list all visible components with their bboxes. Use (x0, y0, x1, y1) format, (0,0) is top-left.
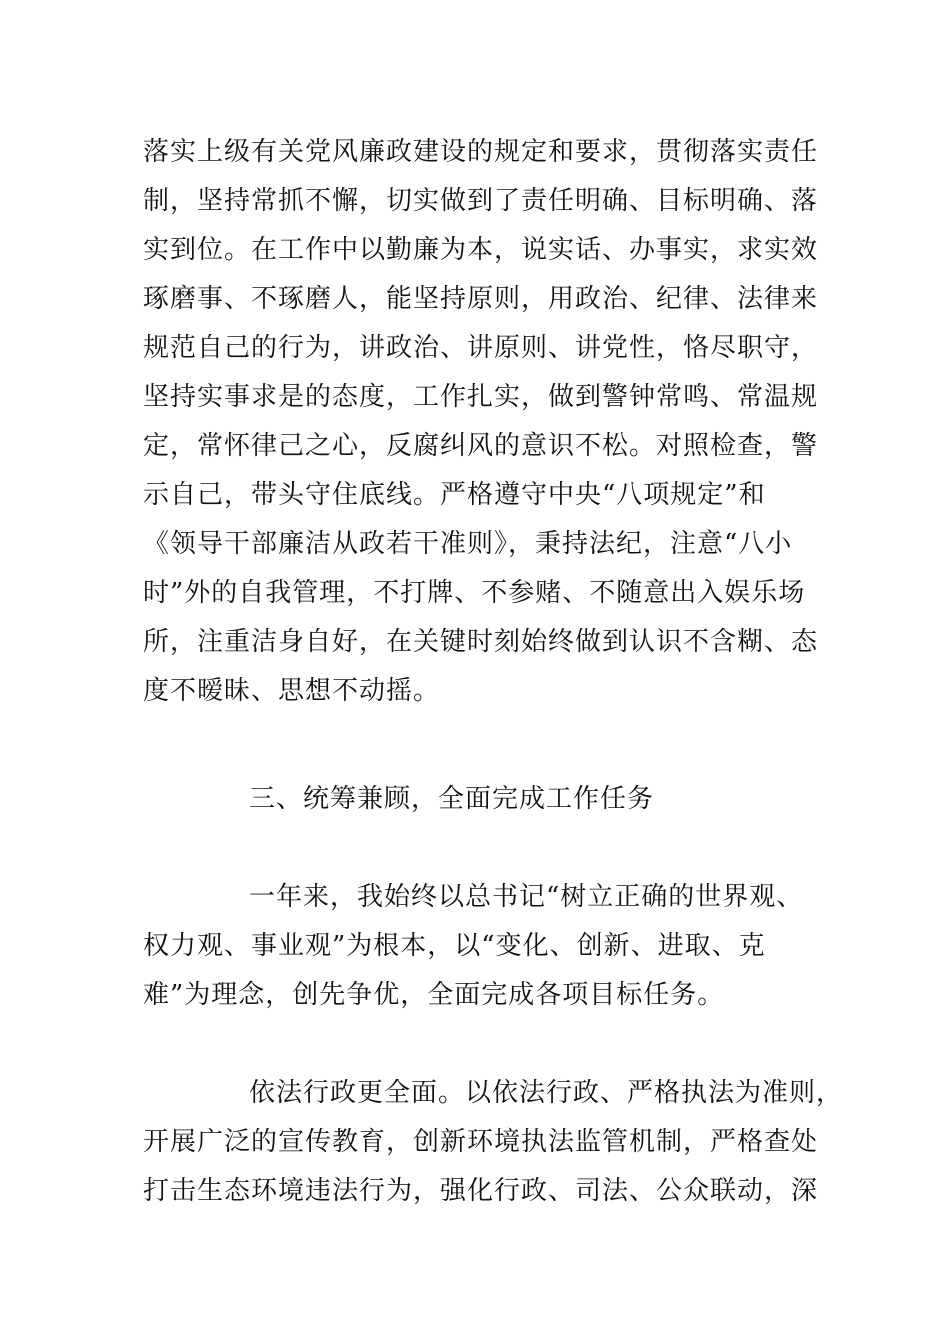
text-line: 制，坚持常抓不懈，切实做到了责任明确、目标明确、落 (143, 186, 819, 216)
paragraph-overview (143, 873, 823, 1020)
text-line: 示自己，带头守住底线。严格遵守中央“八项规定”和 (143, 480, 766, 510)
text-line: 难”为理念，创先争优，全面完成各项目标任务。 (143, 980, 725, 1010)
text-line: 所，注重洁身自好，在关键时刻始终做到认识不含糊、态 (143, 627, 819, 657)
paragraph-law-enforcement (143, 1069, 844, 1216)
text-line: 定，常怀律己之心，反腐纠风的意识不松。对照检查，警 (143, 431, 819, 461)
text-line: 权力观、事业观”为根本，以“变化、创新、进取、克 (143, 931, 766, 961)
text-line: 开展广泛的宣传教育，创新环境执法监管机制，严格查处 (143, 1127, 819, 1157)
text-line: 依法行政更全面。以依法行政、严格执法为准则， (249, 1078, 844, 1108)
text-line: 打击生态环境违法行为，强化行政、司法、公众联动，深 (143, 1176, 819, 1206)
text-line: 落实上级有关党风廉政建设的规定和要求，贯彻落实责任 (143, 137, 819, 167)
section-heading (143, 775, 823, 824)
text-line: 坚持实事求是的态度，工作扎实，做到警钟常鸣、常温规 (143, 382, 819, 412)
text-line: 一年来，我始终以总书记“树立正确的世界观、 (249, 882, 804, 912)
text-line: 规范自己的行为，讲政治、讲原则、讲党性，恪尽职守， (143, 333, 819, 363)
paragraph-integrity (143, 128, 823, 716)
text-line: 琢磨事、不琢磨人，能坚持原则，用政治、纪律、法律来 (143, 284, 819, 314)
text-line: 时”外的自我管理，不打牌、不参赌、不随意出入娱乐场 (143, 578, 806, 608)
text-line: 度不暧昧、思想不动摇。 (143, 676, 441, 706)
text-line: 实到位。在工作中以勤廉为本，说实话、办事实，求实效 (143, 235, 819, 265)
section-heading-text: 三、统筹兼顾，全面完成工作任务 (249, 784, 655, 814)
text-line: 《领导干部廉洁从政若干准则》，秉持法纪，注意“八小 (143, 529, 793, 559)
